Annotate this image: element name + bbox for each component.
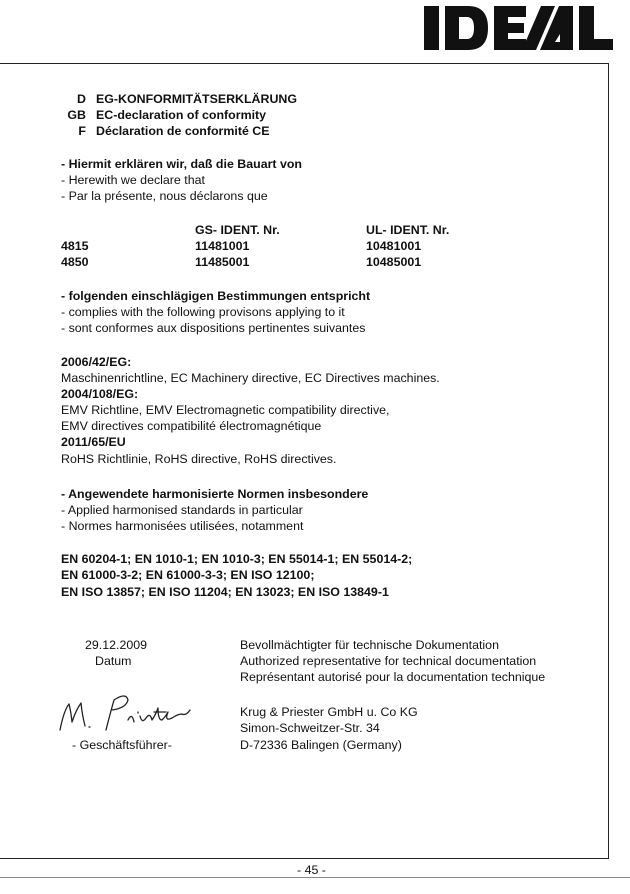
declare-de: - Hiermit erklären wir, daß die Bauart von — [61, 157, 302, 171]
date-value: 29.12.2009 — [85, 638, 148, 652]
declare-en: - Herewith we declare that — [61, 173, 205, 187]
handwritten-signature — [54, 690, 204, 736]
standards-intro-fr: - Normes harmonisées utilisées, notamment — [61, 519, 304, 533]
model-4850: 4850 — [61, 255, 89, 269]
page-number: - 45 - — [297, 863, 326, 877]
standards-intro-de: - Angewendete harmonisierte Normen insbesondere — [61, 487, 369, 501]
ul-ident-4850: 10485001 — [366, 255, 422, 269]
gs-ident-4815: 11481001 — [195, 239, 250, 253]
address-company: Krug & Priester GmbH u. Co KG — [240, 705, 418, 719]
complies-fr: - sont conformes aux dispositions pertinentes suivantes — [61, 321, 366, 335]
complies-de: - folgenden einschlägigen Bestimmungen entspricht — [61, 289, 371, 303]
gs-ident-4850: 11485001 — [195, 255, 250, 269]
directive-text-emv-1: EMV Richtline, EMV Electromagnetic compatibility directive, — [61, 403, 390, 417]
declare-fr: - Par la présente, nous déclarons que — [61, 189, 268, 203]
address-city: D-72336 Balingen (Germany) — [240, 738, 402, 752]
top-rule — [0, 63, 609, 64]
directive-text-machinery: Maschinenrichtline, EC Machinery directive, EC Directives machines. — [61, 371, 440, 385]
header-title-en: EC-declaration of conformity — [96, 108, 267, 122]
gs-ident-header: GS- IDENT. Nr. — [195, 223, 280, 237]
header-title-fr: Déclaration de conformité CE — [96, 124, 270, 138]
directive-text-emv-2: EMV directives compatibilité électromagnétique — [61, 419, 322, 433]
ideal-logo — [424, 4, 614, 52]
header-title-de: EG-KONFORMITÄTSERKLÄRUNG — [96, 92, 297, 106]
address-street: Simon-Schweitzer-Str. 34 — [240, 721, 380, 735]
complies-en: - complies with the following provisons applying to it — [61, 305, 345, 319]
directive-id-machinery: 2006/42/EG: — [61, 355, 132, 369]
ul-ident-4815: 10481001 — [366, 239, 422, 253]
representative-en: Authorized representative for technical documentation — [240, 654, 537, 668]
standards-line-3: EN ISO 13857; EN ISO 11204; EN 13023; EN ISO 13849-1 — [61, 585, 389, 599]
representative-fr: Représentant autorisé pour la documentation technique — [240, 670, 546, 684]
standards-line-2: EN 61000-3-2; EN 61000-3-3; EN ISO 12100; — [61, 568, 315, 582]
standards-line-1: EN 60204-1; EN 1010-1; EN 1010-3; EN 55014-1; EN 55014-2; — [61, 552, 413, 566]
representative-de: Bevollmächtigter für technische Dokumentation — [240, 638, 499, 652]
bottom-rule — [0, 858, 609, 859]
standards-intro-en: - Applied harmonised standards in particular — [61, 503, 303, 517]
date-label: Datum — [95, 654, 132, 668]
right-rule — [608, 63, 609, 859]
directive-text-rohs: RoHS Richtlinie, RoHS directive, RoHS directives. — [61, 452, 337, 466]
directive-id-emv: 2004/108/EG: — [61, 387, 139, 401]
header-code-d: D — [77, 92, 86, 106]
header-code-f: F — [78, 124, 86, 138]
ul-ident-header: UL- IDENT. Nr. — [366, 223, 450, 237]
model-4815: 4815 — [61, 239, 89, 253]
header-code-gb: GB — [67, 108, 86, 122]
signature-role: - Geschäftsführer- — [72, 738, 172, 752]
directive-id-rohs: 2011/65/EU — [61, 435, 126, 449]
